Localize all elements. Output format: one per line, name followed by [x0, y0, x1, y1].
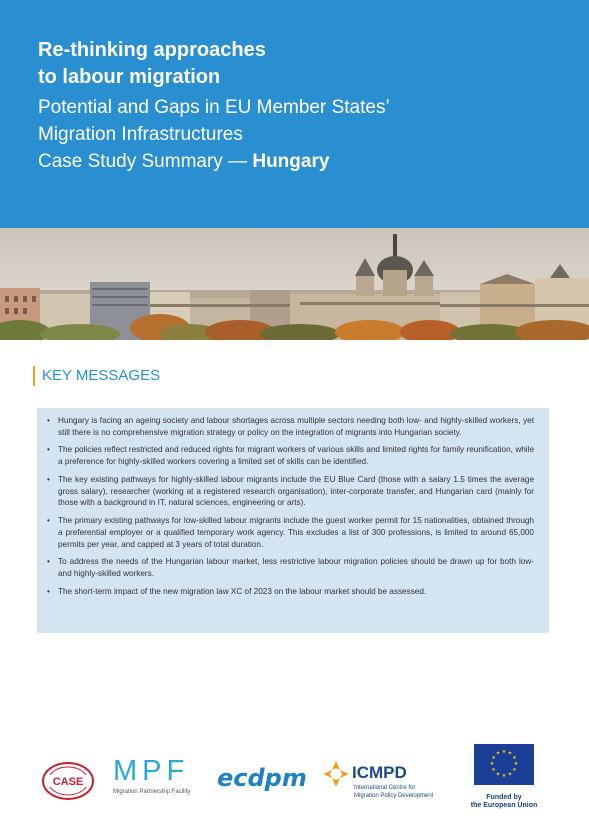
- document-title: [38, 37, 266, 91]
- mpf-logo-text: MPF: [113, 755, 190, 787]
- eu-flag-icon: [474, 744, 534, 785]
- key-message-item: • The primary existing pathways for low-skilled labour migrants include the guest worker permit for 15 nationalities, obtained through a preferential employer or a qualified temporary work agency. This excludes a list of 300 professions, is limited to around 65,000 permits per year, and capped at 3 years of total duration.: [47, 515, 534, 550]
- svg-text:★: ★: [491, 755, 496, 761]
- svg-text:★: ★: [489, 761, 495, 767]
- header-banner: [0, 0, 589, 228]
- icmpd-logo: [322, 758, 462, 804]
- budapest-cityscape-photo: [0, 228, 589, 340]
- key-message-item: • The short-term impact of the new migration law XC of 2023 on the labour market should be assessed.: [47, 586, 534, 598]
- svg-text:★: ★: [507, 750, 513, 757]
- svg-text:★: ★: [513, 761, 519, 767]
- key-message-item: • To address the needs of the Hungarian labour market, less restrictive labour migration policies should be drawn up for both low- and highly-skilled workers.: [47, 556, 534, 580]
- svg-text:★: ★: [495, 750, 501, 757]
- svg-text:★: ★: [501, 773, 507, 779]
- icmpd-logo-text: ICMPD: [352, 763, 407, 782]
- eu-text-line-1: Funded by: [486, 794, 522, 801]
- document-subtitle: [38, 94, 390, 175]
- svg-text:★: ★: [507, 771, 513, 778]
- case-logo: [41, 760, 95, 802]
- eu-text-line-2: the European Union: [470, 802, 538, 809]
- title-line-2: to labour migration: [38, 66, 221, 88]
- svg-text:★: ★: [495, 771, 501, 778]
- eu-funding-logo: [470, 744, 538, 810]
- case-logo-text: CASE: [52, 776, 84, 788]
- mpf-logo-subtitle: Migration Partnership Facility: [113, 789, 191, 795]
- ecdpm-logo: ecdpm: [217, 764, 307, 792]
- country-name: Hungary: [252, 151, 330, 172]
- key-message-item: • The policies reflect restricted and reduced rights for migrant workers of various skills and limited rights for family reunification, while a preference for highly-skilled workers covering a limited set of skills can be identified.: [47, 444, 534, 468]
- svg-text:★: ★: [501, 749, 507, 755]
- icmpd-subtitle-line-1: International Centre for: [354, 785, 416, 791]
- partner-logos: [0, 736, 589, 816]
- svg-text:★: ★: [512, 767, 517, 773]
- icmpd-emblem-icon: [322, 760, 350, 788]
- subtitle-line-2: Migration Infrastructures: [38, 124, 243, 145]
- eu-funding-text: [464, 794, 544, 810]
- key-message-item: • Hungary is facing an ageing society and labour shortages across multiple sectors needing both low- and highly-skilled workers, yet still there is no comprehensive migration strategy or policy on the integration of migrants into Hungarian society.: [47, 415, 534, 439]
- subtitle-line-1: Potential and Gaps in EU Member States’: [38, 97, 390, 118]
- key-messages-heading: KEY MESSAGES: [33, 366, 160, 386]
- key-messages-list: [47, 415, 534, 597]
- mpf-logo: [113, 756, 190, 795]
- subtitle-line-3: Case Study Summary —: [38, 151, 253, 172]
- icmpd-subtitle-line-2: Migration Policy Development: [354, 793, 434, 799]
- key-message-item: • The key existing pathways for highly-skilled labour migrants include the EU Blue Card (those with a salary 1.5 times the average gross salary), researcher (working at a registered research organisation), inter-corporate transfer, and Hungarian card (mainly for those with a background in IT, natural sciences, engineering or arts).: [47, 474, 534, 509]
- icmpd-logo-subtitle: [354, 784, 464, 800]
- title-line-1: Re-thinking approaches: [38, 39, 266, 61]
- svg-text:★: ★: [512, 755, 517, 761]
- svg-text:★: ★: [491, 767, 496, 773]
- key-messages-box: [37, 408, 549, 633]
